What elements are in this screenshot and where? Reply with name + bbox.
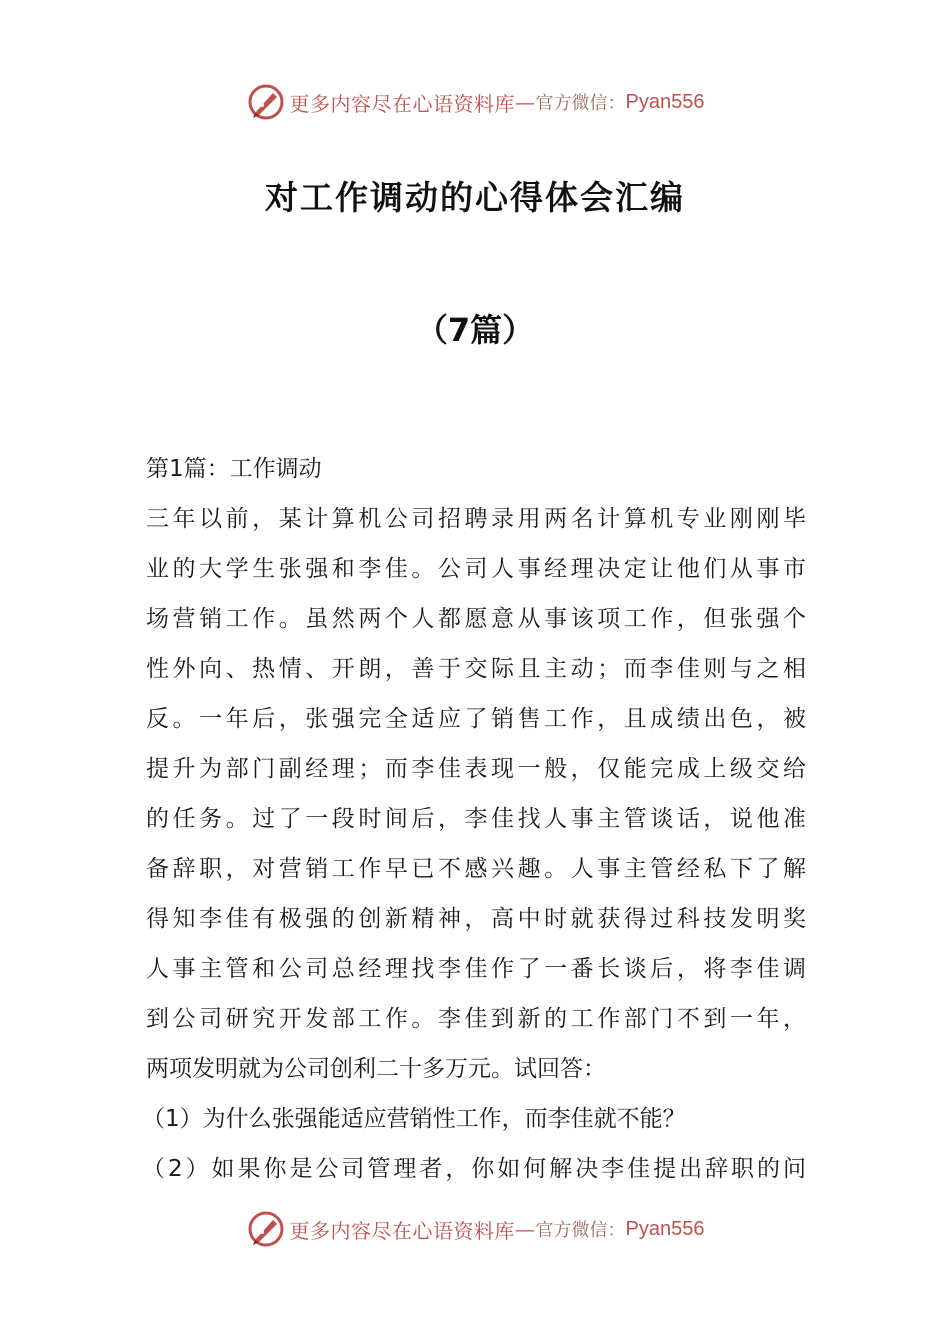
paragraph-line: 备辞职，对营销工作早已不感兴趣。人事主管经私下了解 xyxy=(146,856,806,882)
question-2: （2）如果你是公司管理者，你如何解决李佳提出辞职的问 xyxy=(142,1156,806,1182)
paragraph-line: 到公司研究开发部工作。李佳到新的工作部门不到一年， xyxy=(146,1006,806,1032)
banner-dash: — xyxy=(515,90,536,114)
footer-banner xyxy=(0,1207,950,1251)
banner-title: 更多内容尽在心语资料库 xyxy=(289,91,516,116)
banner-contact-label: 官方微信： xyxy=(535,93,626,114)
banner-dash: — xyxy=(515,1217,536,1241)
document-title: 对工作调动的心得体会汇编 xyxy=(265,178,685,217)
paragraph-line: 业的大学生张强和李佳。公司人事经理决定让他们从事市 xyxy=(146,556,806,582)
document-body xyxy=(142,444,806,1194)
pen-logo-icon xyxy=(246,1209,286,1249)
paragraph-line: 提升为部门副经理；而李佳表现一般，仅能完成上级交给 xyxy=(146,756,806,782)
header-banner xyxy=(0,80,950,124)
banner-title: 更多内容尽在心语资料库 xyxy=(289,1218,516,1243)
banner-contact-id: Pyan556 xyxy=(625,1217,705,1240)
paragraph-line: 的任务。过了一段时间后，李佳找人事主管谈话，说他准 xyxy=(146,806,806,832)
pen-logo-icon xyxy=(246,82,286,122)
paragraph-line: 两项发明就为公司创利二十多万元。试回答： xyxy=(146,1056,606,1082)
document-subtitle: （7篇） xyxy=(415,311,535,349)
paragraph-line: 性外向、热情、开朗，善于交际且主动；而李佳则与之相 xyxy=(146,656,806,682)
footer-banner-content xyxy=(246,1209,705,1249)
paragraph-line: 反。一年后，张强完全适应了销售工作，且成绩出色，被 xyxy=(146,706,806,732)
question-1: （1）为什么张强能适应营销性工作，而李佳就不能？ xyxy=(142,1106,686,1132)
paragraph-line: 得知李佳有极强的创新精神，高中时就获得过科技发明奖 xyxy=(146,906,806,932)
banner-contact-id: Pyan556 xyxy=(625,90,705,113)
paragraph-line: 人事主管和公司总经理找李佳作了一番长谈后，将李佳调 xyxy=(146,956,806,982)
paragraph-line: 场营销工作。虽然两个人都愿意从事该项工作，但张强个 xyxy=(146,606,806,632)
section-heading: 第1篇：工作调动 xyxy=(146,456,322,482)
banner-contact-label: 官方微信： xyxy=(535,1220,626,1241)
header-banner-content xyxy=(246,82,705,122)
paragraph-line: 三年以前，某计算机公司招聘录用两名计算机专业刚刚毕 xyxy=(146,506,806,532)
